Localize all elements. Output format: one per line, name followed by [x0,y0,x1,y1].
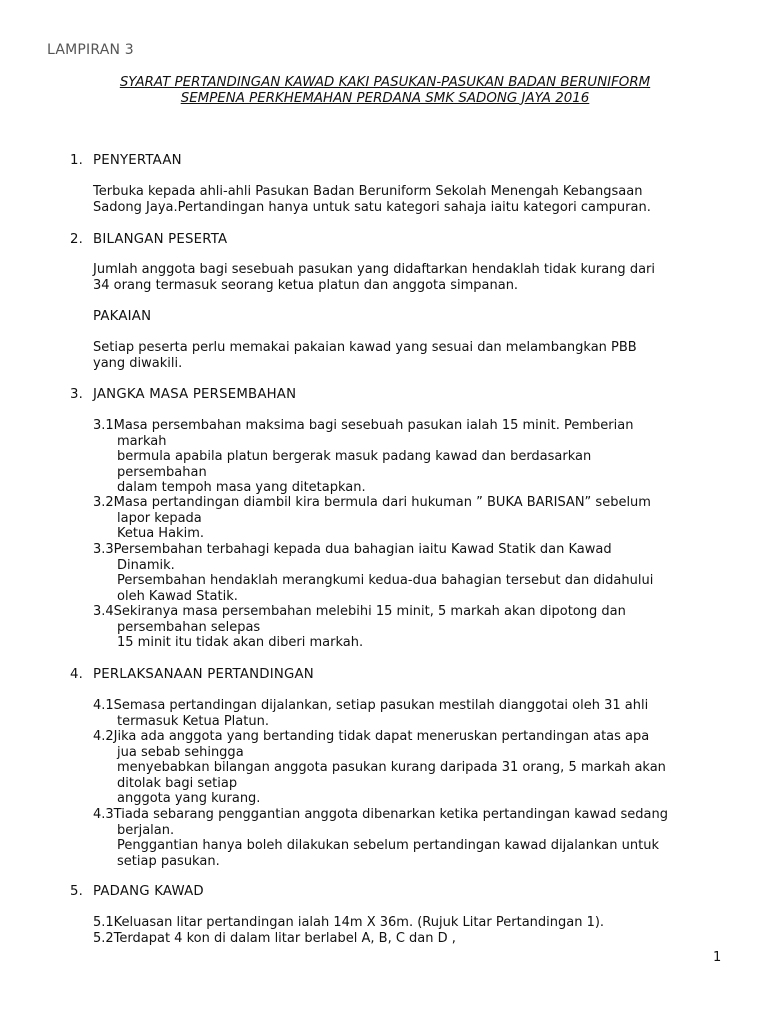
section-title: PADANG KAWAD [93,884,204,899]
item-line: 3.1Masa persembahan maksima bagi sesebuah pasukan ialah 15 minit. Pemberian [93,418,634,433]
title-line-2: SEMPENA PERKHEMAHAN PERDANA SMK SADONG JAYA 2016 [180,90,590,106]
item-line: dalam tempoh masa yang ditetapkan. [117,480,366,495]
section-number: 1. [70,153,84,168]
item-line: 3.3Persembahan terbahagi kepada dua bahagian iaitu Kawad Statik dan Kawad [93,542,612,557]
item-line: bermula apabila platun bergerak masuk padang kawad dan berdasarkan [117,449,592,464]
paragraph-line: Jumlah anggota bagi sesebuah pasukan yang didaftarkan hendaklah tidak kurang dari [93,262,655,277]
item-line: 3.4Sekiranya masa persembahan melebihi 15 minit, 5 markah akan dipotong dan [93,604,626,619]
item-line: persembahan [117,464,207,480]
item-line: ditolak bagi setiap [117,775,238,791]
section-title: PERLAKSANAAN PERTANDINGAN [93,667,314,682]
item-line: Dinamik. [117,557,175,573]
list-item-3-1 [93,418,733,496]
section-1-paragraph [93,184,733,215]
item-line: oleh Kawad Statik. [117,588,238,604]
item-line: 3.2Masa pertandingan diambil kira bermula dari hukuman ” BUKA BARISAN” sebelum [93,495,651,510]
item-line: 5.2Terdapat 4 kon di dalam litar berlabel A, B, C dan D , [93,931,456,946]
item-line: berjalan. [117,822,175,838]
section-title: BILANGAN PESERTA [93,232,228,247]
paragraph-line: 34 orang termasuk seorang ketua platun dan anggota simpanan. [93,277,519,293]
page-number: 1 [713,950,722,965]
paragraph-line: Setiap peserta perlu memakai pakaian kawad yang sesuai dan melambangkan PBB [93,340,637,355]
item-line: markah [117,433,167,449]
lampiran-label: LAMPIRAN 3 [47,42,134,58]
list-item-4-1 [93,698,733,729]
paragraph-line: Terbuka kepada ahli-ahli Pasukan Badan Beruniform Sekolah Menengah Kebangsaan [93,184,643,199]
section-number: 3. [70,387,84,402]
item-line: termasuk Ketua Platun. [117,713,269,729]
item-line: 5.1Keluasan litar pertandingan ialah 14m X 36m. (Rujuk Litar Pertandingan 1). [93,915,605,930]
list-item-5-1 [93,915,733,931]
section-number: 2. [70,232,84,247]
item-line: Persembahan hendaklah merangkumi kedua-dua bahagian tersebut dan didahului [117,573,654,588]
item-line: Ketua Hakim. [117,526,204,541]
section-4-heading [70,667,314,683]
pakaian-heading: PAKAIAN [93,309,152,324]
paragraph-line: yang diwakili. [93,355,183,371]
item-line: 4.2Jika ada anggota yang bertanding tidak dapat meneruskan pertandingan atas apa [93,729,650,744]
section-number: 5. [70,884,84,899]
section-3-heading [70,387,296,403]
item-line: anggota yang kurang. [117,791,261,806]
document-title [40,75,730,106]
item-line: persembahan selepas [117,619,261,635]
section-title: JANGKA MASA PERSEMBAHAN [93,387,297,402]
item-line: lapor kepada [117,510,202,526]
item-line: setiap pasukan. [117,853,220,869]
list-item-3-4 [93,604,733,651]
list-item-4-3 [93,807,733,869]
section-2-heading [70,232,227,248]
section-title: PENYERTAAN [93,153,182,168]
paragraph-line: Sadong Jaya.Pertandingan hanya untuk satu kategori sahaja iaitu kategori campuran. [93,199,651,215]
list-item-3-3 [93,542,733,604]
list-item-4-2 [93,729,733,807]
list-item-3-2 [93,495,733,542]
item-line: 4.1Semasa pertandingan dijalankan, setiap pasukan mestilah dianggotai oleh 31 ahli [93,698,649,713]
item-line: 15 minit itu tidak akan diberi markah. [117,635,364,650]
pakaian-paragraph [93,340,733,371]
item-line: menyebabkan bilangan anggota pasukan kurang daripada 31 orang, 5 markah akan [117,760,666,775]
item-line: 4.3Tiada sebarang penggantian anggota dibenarkan ketika pertandingan kawad sedang [93,807,668,822]
list-item-5-2 [93,931,733,947]
section-number: 4. [70,667,84,682]
section-1-heading [70,153,182,169]
title-line-1: SYARAT PERTANDINGAN KAWAD KAKI PASUKAN-PASUKAN BADAN BERUNIFORM [119,75,651,90]
section-5-heading [70,884,204,900]
item-line: Penggantian hanya boleh dilakukan sebelum pertandingan kawad dijalankan untuk [117,838,659,853]
section-2-paragraph [93,262,733,293]
item-line: jua sebab sehingga [117,744,244,760]
